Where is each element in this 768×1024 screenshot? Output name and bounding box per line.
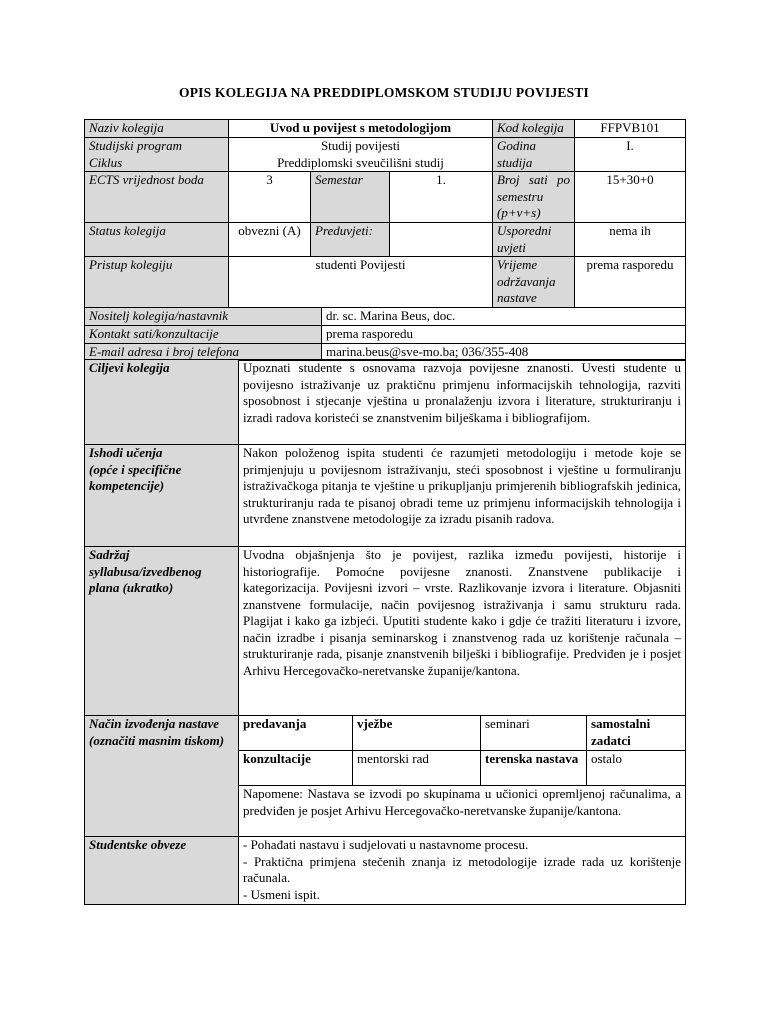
godina-label: Godina studija [493, 138, 575, 172]
kod-value: FFPVB101 [575, 120, 686, 138]
nositelj-label: Nositelj kolegija/nastavnik [85, 308, 322, 326]
napomena-text: Napomene: Nastava se izvodi po skupinama u učionici opremljenoj računalima, a predviđen je posjet Arhivu Hercegovačko-neretvanske županije/kantona. [239, 786, 686, 837]
vjezbe-cell: vježbe [353, 716, 481, 751]
pristup-value: studenti Povijesti [229, 257, 493, 308]
nacin-label-1: Način izvođenja nastave [89, 716, 219, 731]
status-value: obvezni (A) [229, 223, 311, 257]
pristup-label: Pristup kolegiju [85, 257, 229, 308]
ciljevi-label: Ciljevi kolegija [85, 360, 239, 445]
usporedni-label: Usporedni uvjeti [493, 223, 575, 257]
nositelj-value: dr. sc. Marina Beus, doc. [322, 308, 686, 326]
semestar-value: 1. [390, 172, 493, 223]
godina-value: I. [575, 138, 686, 172]
seminari-cell: seminari [481, 716, 587, 751]
ects-label: ECTS vrijednost boda [85, 172, 229, 223]
nacin-label [85, 716, 239, 837]
konzultacije-cell: konzultacije [239, 751, 353, 786]
nacin-label-2: (označiti masnim tiskom) [89, 732, 225, 748]
studijski-value [229, 138, 493, 172]
usporedni-value: nema ih [575, 223, 686, 257]
status-label: Status kolegija [85, 223, 229, 257]
ciljevi-text: Upoznati studente s osnovama razvoja povijesne znanosti. Uvesti studente u povijesno istraživanje uz praktičnu primjenu informacijskih tehnologija, razviti sposobnost i stjecanje vještina u pronalaženju izvora i literature, strukturiranju i izradi radova koristeći se znanstvenim bilješkama i bibliografijom. [239, 360, 686, 445]
email-label: E-mail adresa i broj telefona [85, 343, 322, 361]
mentorski-cell: mentorski rad [353, 751, 481, 786]
naziv-value: Uvod u povijest s metodologijom [229, 120, 493, 138]
vrijeme-value: prema rasporedu [575, 257, 686, 308]
studijski-label-2: Ciklus [89, 154, 123, 170]
studijski-label-1: Studijski program [89, 138, 183, 153]
broj-sati-value: 15+30+0 [575, 172, 686, 223]
broj-sati-label: Broj sati po semestru (p+v+s) [493, 172, 575, 223]
studijski-value-1: Studij povijesti [320, 138, 401, 153]
ects-value: 3 [229, 172, 311, 223]
sadrzaj-text: Uvodna objašnjenja što je povijest, razlika između povijesti, historije i historiografije. Pomoćne povijesne znanosti. Znanstvene publikacije i kategorizacija. Povijesni izvori – vrste. Razlikovanje izvora i literature. Objasniti znanstvene formulacije, način povijesnog istraživanja i samu strukturu rada. Plagijat i kako ga izbjeći. Uputiti studente kako i gdje će tražiti literaturu i izvore, način izradbe i pisanja seminarskog i znanstvenog rada uz korištenje računala – strukturiranje rada, pisanje znanstvenih bilješki i bibliografije. Predviđen je i posjet Arhivu Hercegovačko-neretvanske županije/kantona. [239, 547, 686, 716]
semestar-label: Semestar [311, 172, 390, 223]
ishodi-label-2: (opće i specifične kompetencije) [89, 461, 182, 493]
sadrzaj-label: Sadržaj syllabusa/izvedbenog plana (ukratko) [85, 547, 239, 716]
obveze-item: - Praktična primjena stečenih znanja iz metodologije izrade rada uz korištenje računala. [243, 853, 682, 885]
ishodi-label-1: Ishodi učenja [89, 445, 163, 460]
obveze-item: - Pohađati nastavu i sudjelovati u nastavnome procesu. [243, 837, 529, 852]
course-details-table [84, 359, 686, 905]
preduvjeti-label: Preduvjeti: [311, 223, 390, 257]
email-value: marina.beus@sve-mo.ba; 036/355-408 [322, 343, 686, 361]
naziv-label: Naziv kolegija [85, 120, 229, 138]
obveze-label: Studentske obveze [85, 837, 239, 905]
studijski-label [85, 138, 229, 172]
predavanja-cell: predavanja [239, 716, 353, 751]
document-title: OPIS KOLEGIJA NA PREDDIPLOMSKOM STUDIJU POVIJESTI [179, 85, 589, 100]
staff-table [84, 307, 686, 361]
preduvjeti-value [390, 223, 493, 257]
studijski-value-2: Preddiplomski sveučilišni studij [277, 154, 444, 170]
kontakt-value: prema rasporedu [322, 326, 686, 344]
obveze-item: - Usmeni ispit. [243, 886, 320, 902]
ostalo-cell: ostalo [587, 751, 686, 786]
vrijeme-label: Vrijeme održavanja nastave [493, 257, 575, 308]
terenska-cell: terenska nastava [481, 751, 587, 786]
samostalni-cell: samostalni zadatci [587, 716, 686, 751]
kod-label: Kod kolegija [493, 120, 575, 138]
ishodi-label [85, 445, 239, 547]
course-info-table [84, 119, 686, 308]
ishodi-text: Nakon položenog ispita studenti će razumjeti metodologiju i metode koje se primjenjuju u povijesnom istraživanju, steći sposobnost i vještine u formuliranju istraživačkoga pitanja te vještine u prikupljanju primjerenih bibliografskih jedinica, strukturiranju rada te pisanoj obradi teme uz primjenu informacijskih tehnologija i utvrđene znanstvene metodologije za izradu pisanih radova. [239, 445, 686, 547]
kontakt-label: Kontakt sati/konzultacije [85, 326, 322, 344]
obveze-list [239, 837, 686, 905]
